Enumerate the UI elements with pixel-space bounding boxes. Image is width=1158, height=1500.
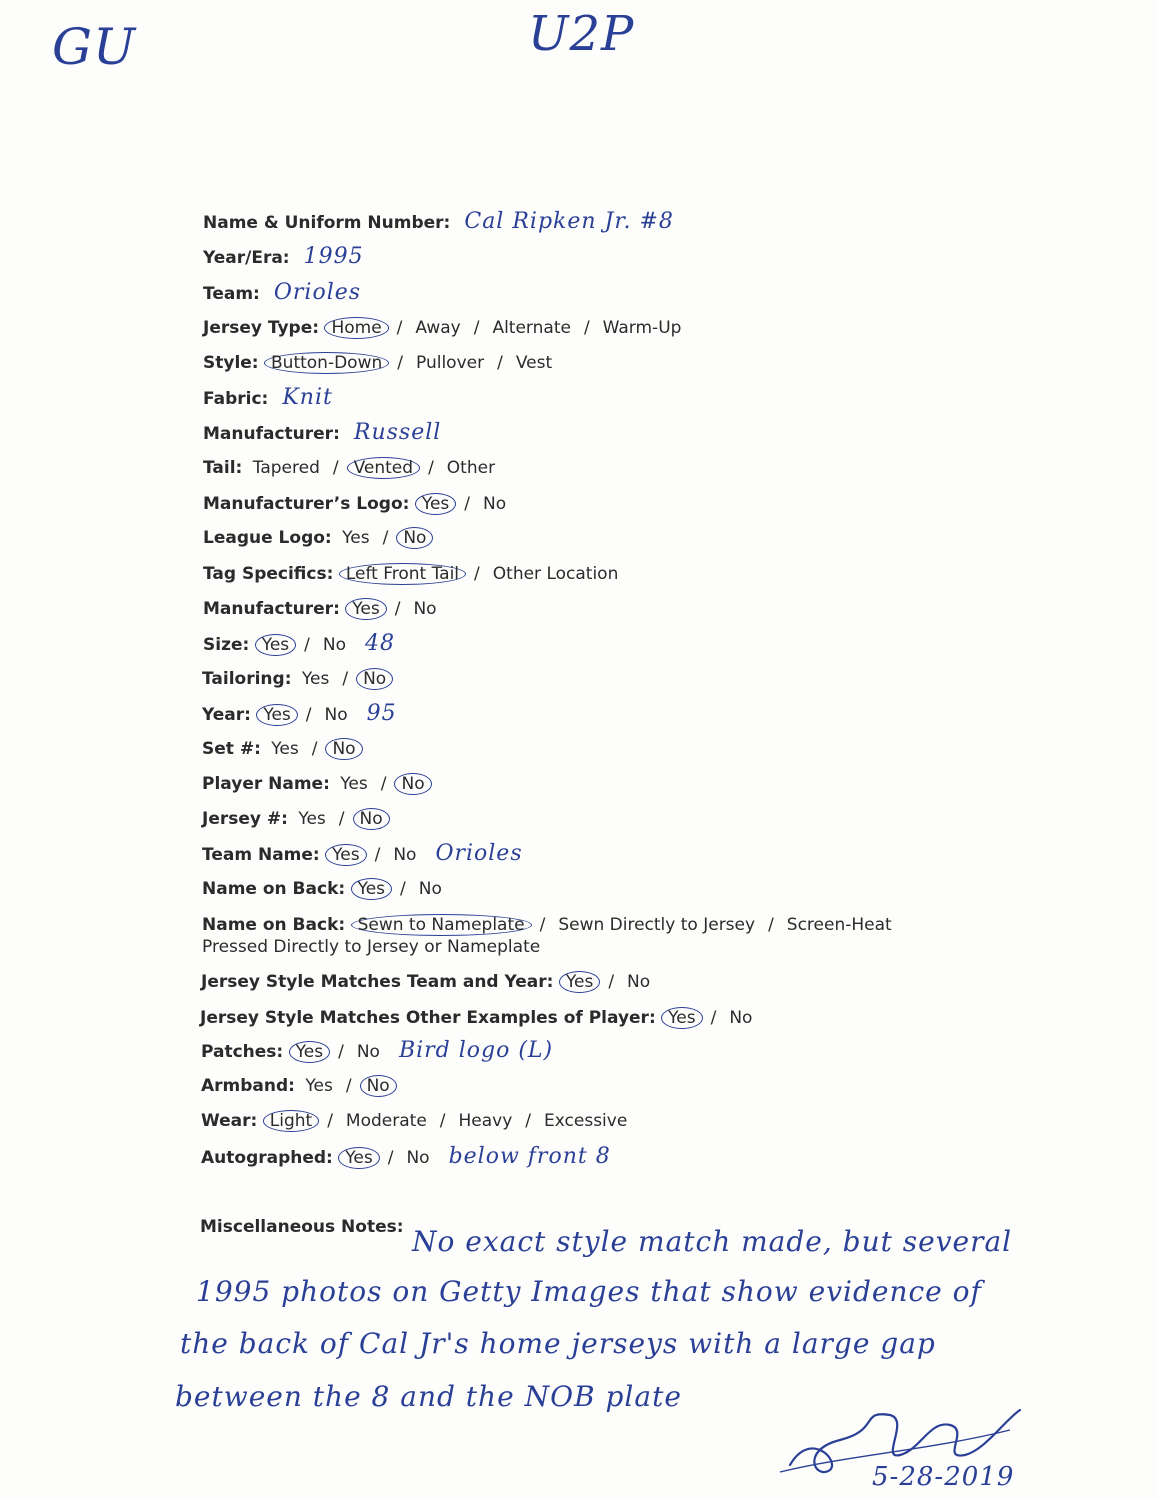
field-label: Name & Uniform Number: xyxy=(203,213,451,233)
option[interactable]: Yes xyxy=(301,669,330,689)
option[interactable]: No xyxy=(406,1148,430,1168)
form-row xyxy=(203,209,674,234)
option-circled[interactable]: Sewn to Nameplate xyxy=(351,914,532,936)
form-row xyxy=(203,385,333,410)
handwritten-entry: below front 8 xyxy=(448,1144,611,1169)
field-label: Manufacturer: xyxy=(203,599,340,619)
field-label: Team Name: xyxy=(202,845,320,865)
form-row xyxy=(202,809,390,829)
option[interactable]: No xyxy=(483,494,507,514)
handwritten-entry: Orioles xyxy=(273,280,362,305)
option-separator: / xyxy=(327,1111,333,1131)
option[interactable]: No xyxy=(418,879,442,899)
form-row xyxy=(203,318,686,338)
field-label: Name on Back: xyxy=(202,915,346,935)
field-label: Year: xyxy=(202,705,251,725)
option-circled[interactable]: Home xyxy=(324,317,388,339)
option-circled[interactable]: Button-Down xyxy=(264,352,389,374)
option-circled[interactable]: No xyxy=(360,1075,397,1097)
option[interactable]: No xyxy=(324,705,348,725)
option[interactable]: Other xyxy=(446,458,496,478)
form-row xyxy=(203,280,362,305)
option-separator: / xyxy=(311,739,318,759)
form-row xyxy=(202,669,393,689)
option-separator: / xyxy=(539,915,546,935)
field-label: Team: xyxy=(203,284,260,304)
option-circled[interactable]: No xyxy=(356,668,393,690)
form-row xyxy=(203,631,396,656)
option-separator: / xyxy=(374,845,381,865)
option[interactable]: Tapered xyxy=(252,458,320,478)
option-separator: / xyxy=(464,494,471,514)
form-row xyxy=(202,739,363,759)
option[interactable]: No xyxy=(393,845,417,865)
option-separator: / xyxy=(428,458,434,478)
field-label: Patches: xyxy=(201,1042,284,1062)
option[interactable]: Moderate xyxy=(345,1111,427,1131)
option-separator: / xyxy=(473,318,480,338)
option-separator: / xyxy=(382,528,389,548)
option-circled[interactable]: Yes xyxy=(256,704,297,726)
form-row xyxy=(203,564,623,584)
form-row xyxy=(203,599,442,619)
option[interactable]: No xyxy=(356,1042,380,1062)
handwritten-entry: Knit xyxy=(282,385,333,410)
form-row xyxy=(201,972,655,992)
field-label: League Logo: xyxy=(203,528,332,548)
form-row xyxy=(203,528,433,548)
option-circled[interactable]: Yes xyxy=(325,844,366,866)
option[interactable]: Yes xyxy=(298,809,326,829)
option[interactable]: Yes xyxy=(271,739,299,759)
option[interactable]: Alternate xyxy=(492,318,571,338)
option-circled[interactable]: Yes xyxy=(415,493,456,515)
option-circled[interactable]: Light xyxy=(263,1110,319,1132)
handwritten-entry: Russell xyxy=(353,420,442,445)
handwritten-entry: 95 xyxy=(366,701,397,726)
option-circled[interactable]: No xyxy=(325,738,362,760)
field-label: Tailoring: xyxy=(202,669,292,689)
option-separator: / xyxy=(380,774,387,794)
form-row xyxy=(202,701,397,726)
handwritten-entry: 1995 xyxy=(303,244,364,269)
field-label: Year/Era: xyxy=(203,248,290,268)
field-label: Set #: xyxy=(202,739,261,759)
option-circled[interactable]: No xyxy=(353,808,390,830)
option-separator: / xyxy=(305,705,312,725)
option-separator: / xyxy=(332,458,339,478)
form-row xyxy=(202,915,897,935)
field-label: Tag Specifics: xyxy=(203,564,334,584)
option-separator: / xyxy=(345,1076,352,1096)
option-circled[interactable]: Yes xyxy=(338,1147,379,1169)
handwritten-entry: Bird logo (L) xyxy=(398,1038,554,1063)
form-row xyxy=(202,879,447,899)
option-circled[interactable]: Yes xyxy=(559,971,600,993)
field-label: Jersey #: xyxy=(202,809,288,829)
notes-line-4: between the 8 and the NOB plate xyxy=(175,1380,682,1413)
option-separator: / xyxy=(394,599,401,619)
option-circled[interactable]: Yes xyxy=(351,878,392,900)
option[interactable]: Yes xyxy=(340,774,368,794)
field-label: Manufacturer’s Logo: xyxy=(203,494,410,514)
gu-mark: GU xyxy=(52,18,137,76)
field-label: Manufacturer: xyxy=(203,424,340,444)
field-label: Style: xyxy=(203,353,259,373)
form-row xyxy=(202,774,432,794)
handwritten-entry: 48 xyxy=(365,631,396,656)
option[interactable]: Screen-Heat xyxy=(786,915,892,935)
option[interactable]: Heavy xyxy=(458,1111,513,1131)
form-row xyxy=(203,458,500,478)
field-label: Size: xyxy=(203,635,250,655)
handwritten-entry: Orioles xyxy=(435,841,523,866)
notes-line-2: 1995 photos on Getty Images that show evidence of xyxy=(196,1275,982,1308)
option[interactable]: Warm-Up xyxy=(602,318,682,338)
option[interactable]: Pullover xyxy=(416,353,485,373)
option-separator: / xyxy=(525,1111,532,1131)
option[interactable]: Away xyxy=(415,318,461,338)
option-circled[interactable]: No xyxy=(394,773,431,795)
option-separator: / xyxy=(608,972,615,992)
form-row xyxy=(203,353,557,373)
option-separator: / xyxy=(342,669,349,689)
option-separator: / xyxy=(710,1008,717,1028)
form-row xyxy=(201,1111,632,1131)
option-separator: / xyxy=(338,1042,344,1062)
option-separator: / xyxy=(400,879,406,899)
field-label: Tail: xyxy=(203,458,243,478)
field-label: Jersey Style Matches Other Examples of Player: xyxy=(200,1008,656,1028)
field-label: Jersey Style Matches Team and Year: xyxy=(201,972,554,992)
misc-notes-label: Miscellaneous Notes: xyxy=(200,1217,404,1237)
option-separator: / xyxy=(497,353,503,373)
handwritten-entry: Cal Ripken Jr. #8 xyxy=(464,209,674,234)
option[interactable]: No xyxy=(322,635,347,655)
option-separator: / xyxy=(338,809,345,829)
option-circled[interactable]: Yes xyxy=(345,598,386,620)
option-separator: / xyxy=(387,1148,394,1168)
form-row xyxy=(201,1076,397,1096)
field-label: Autographed: xyxy=(201,1148,333,1168)
option[interactable]: Other Location xyxy=(492,564,619,584)
form-row xyxy=(200,1008,757,1028)
field-label: Armband: xyxy=(201,1076,295,1096)
field-label: Name on Back: xyxy=(202,879,346,899)
option-circled[interactable]: Yes xyxy=(289,1041,330,1063)
u2p-mark: U2P xyxy=(528,6,635,62)
option-circled[interactable]: No xyxy=(396,527,433,549)
option-separator: / xyxy=(304,635,310,655)
option-separator: / xyxy=(768,915,774,935)
form-row xyxy=(203,494,511,514)
form-row xyxy=(201,1038,554,1063)
option-separator: / xyxy=(583,318,590,338)
option[interactable]: No xyxy=(627,972,651,992)
field-label: Player Name: xyxy=(202,774,330,794)
field-label: Wear: xyxy=(201,1111,258,1131)
name-on-back-continuation: Pressed Directly to Jersey or Nameplate xyxy=(202,937,541,957)
option-circled[interactable]: Left Front Tail xyxy=(339,563,466,585)
option-circled[interactable]: Yes xyxy=(661,1007,702,1029)
form-row xyxy=(203,420,442,445)
option[interactable]: Excessive xyxy=(544,1111,628,1131)
option[interactable]: No xyxy=(413,599,437,619)
notes-line-1: No exact style match made, but several xyxy=(412,1225,1013,1258)
form-row xyxy=(201,1144,611,1169)
signature-date: 5-28-2019 xyxy=(872,1462,1015,1492)
option-circled[interactable]: Vented xyxy=(347,457,420,479)
option[interactable]: Yes xyxy=(342,528,370,548)
form-row xyxy=(203,244,364,269)
notes-line-3: the back of Cal Jr's home jerseys with a large gap xyxy=(180,1327,936,1360)
option[interactable]: Vest xyxy=(515,353,553,373)
option-separator: / xyxy=(474,564,480,584)
option-circled[interactable]: Yes xyxy=(255,634,296,656)
field-label: Jersey Type: xyxy=(203,318,320,338)
option[interactable]: No xyxy=(729,1008,753,1028)
option[interactable]: Yes xyxy=(305,1076,333,1096)
option-separator: / xyxy=(396,318,403,338)
option-separator: / xyxy=(397,353,403,373)
field-label: Fabric: xyxy=(203,389,269,409)
option-separator: / xyxy=(439,1111,446,1131)
option[interactable]: Sewn Directly to Jersey xyxy=(558,915,756,935)
form-row xyxy=(202,841,523,866)
